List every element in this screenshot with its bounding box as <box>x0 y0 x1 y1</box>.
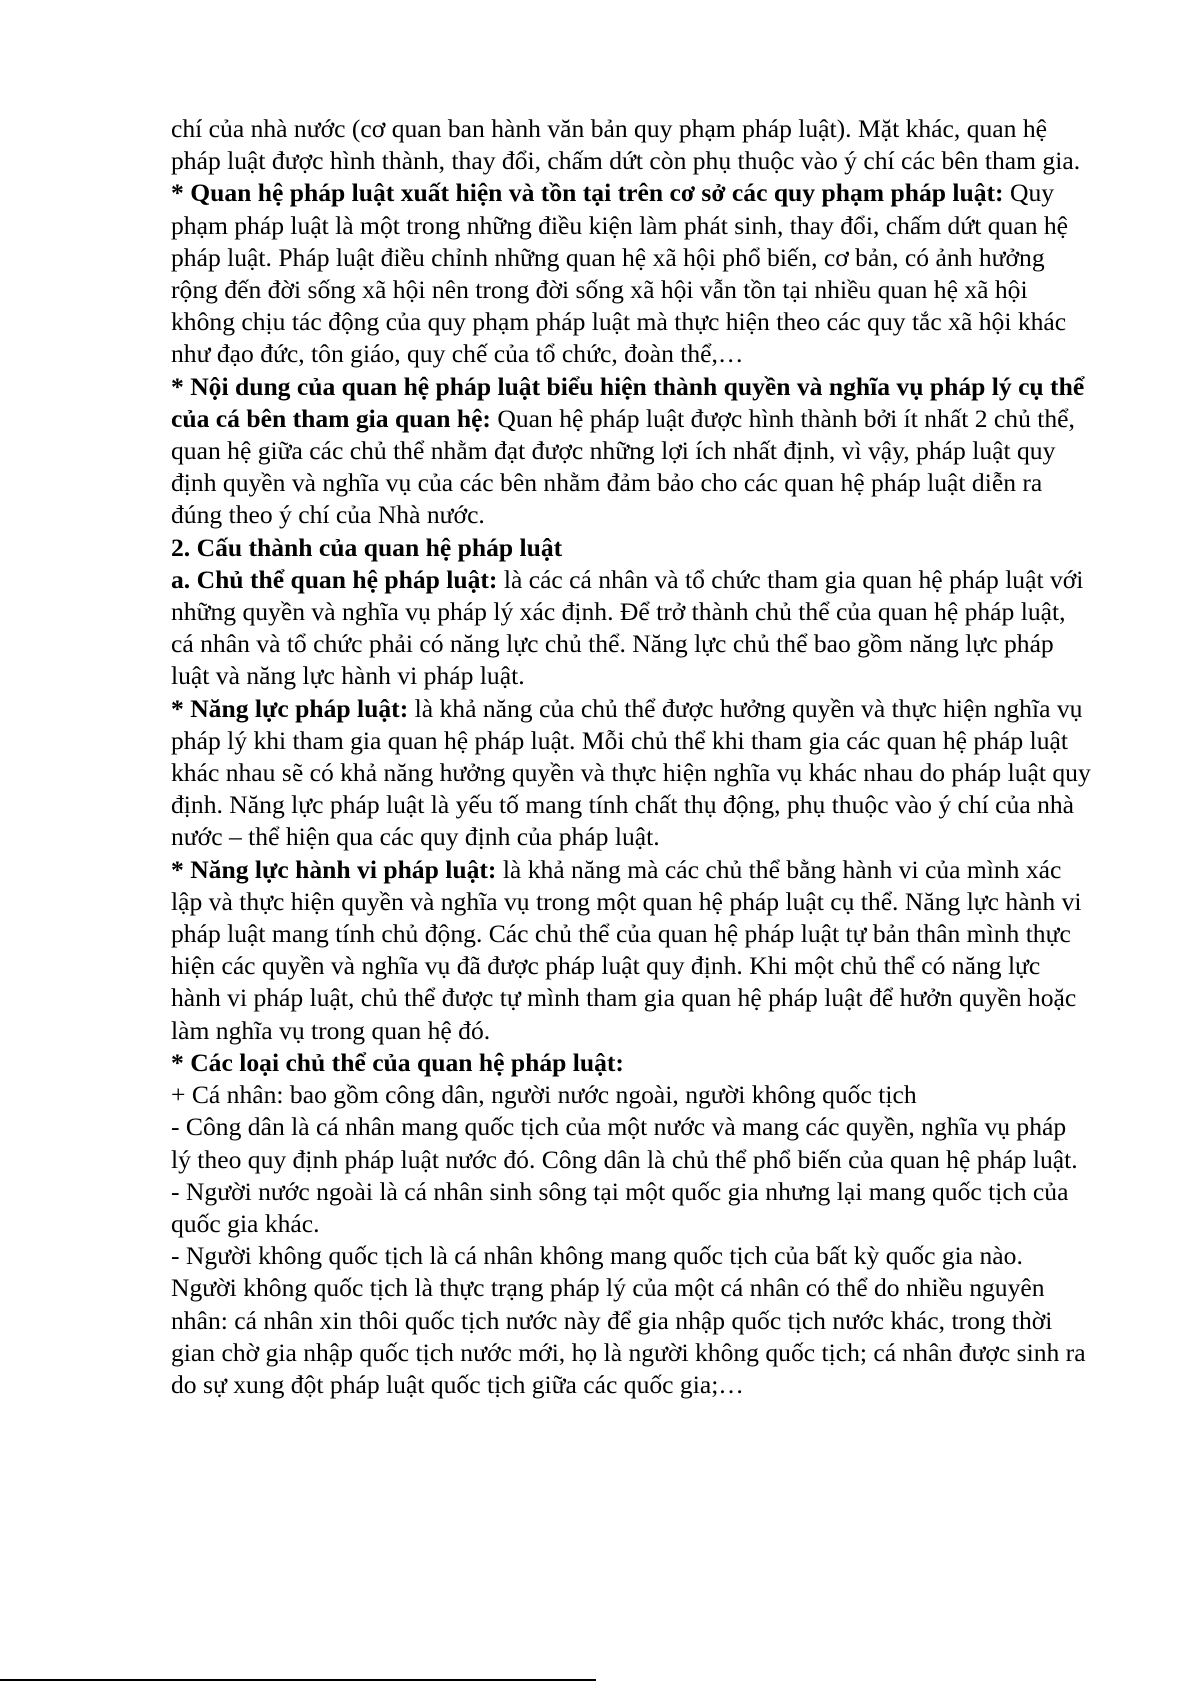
paragraph-2 <box>171 177 1091 370</box>
paragraph-3 <box>171 371 1091 532</box>
list-item <box>171 1111 1091 1175</box>
paragraph-1 <box>171 113 1091 177</box>
subsection-heading <box>171 1047 1091 1079</box>
paragraph-5-lead: a. Chủ thể quan hệ pháp luật: <box>171 564 498 594</box>
list-item-text: - Người không quốc tịch là cá nhân không mang quốc tịch của bất kỳ quốc gia nào. Người không quốc tịch là thực trạng pháp lý của một cá nhân có thể do nhiều nguyên nhân: cá nhân xin thôi quốc tịch nước này để gia nhập quốc tịch nước khác, trong thời gian chờ gia nhập quốc tịch nước mới, họ là người không quốc tịch; cá nhân được sinh ra do sự xung đột pháp luật quốc tịch giữa các quốc gia;… <box>171 1241 1086 1399</box>
paragraph-6-lead: * Năng lực pháp luật: <box>171 693 409 723</box>
list-item-text: - Người nước ngoài là cá nhân sinh sông tại một quốc gia nhưng lại mang quốc tịch của quốc gia khác. <box>171 1176 1069 1238</box>
paragraph-7-text: là khả năng mà các chủ thể bằng hành vi của mình xác lập và thực hiện quyền và nghĩa vụ trong một quan hệ pháp luật cụ thể. Năng lực hành vi pháp luật mang tính chủ động. Các chủ thể của quan hệ pháp luật tự bản thân mình thực hiện các quyền và nghĩa vụ đã được pháp luật quy định. Khi một chủ thể có năng lực hành vi pháp luật, chủ thể được tự mình tham gia quan hệ pháp luật để hưởn quyền hoặc làm nghĩa vụ trong quan hệ đó. <box>171 854 1082 1045</box>
document-body <box>171 113 1091 1401</box>
paragraph-3-lead: * Nội dung của quan hệ pháp luật biểu hiện thành quyền và nghĩa vụ pháp lý cụ thể của cá bên tham gia quan hệ: <box>171 371 1085 433</box>
paragraph-6-text: là khả năng của chủ thể được hưởng quyền và thực hiện nghĩa vụ pháp lý khi tham gia quan hệ pháp luật. Mỗi chủ thể khi tham gia các quan hệ pháp luật khác nhau sẽ có khả năng hưởng quyền và thực hiện nghĩa vụ khác nhau do pháp luật quy định. Năng lực pháp luật là yếu tố mang tính chất thụ động, phụ thuộc vào ý chí của nhà nước – thể hiện qua các quy định của pháp luật. <box>171 693 1091 852</box>
paragraph-2-lead: * Quan hệ pháp luật xuất hiện và tồn tại trên cơ sở các quy phạm pháp luật: <box>171 178 1004 208</box>
paragraph-1-text: chí của nhà nước (cơ quan ban hành văn bản quy phạm pháp luật). Mặt khác, quan hệ pháp luật được hình thành, thay đổi, chấm dứt còn phụ thuộc vào ý chí các bên tham gia. <box>171 114 1081 176</box>
section-heading-text: 2. Cấu thành của quan hệ pháp luật <box>171 532 563 562</box>
paragraph-7 <box>171 854 1091 1047</box>
paragraph-7-lead: * Năng lực hành vi pháp luật: <box>171 854 497 884</box>
list-item <box>171 1079 1091 1111</box>
list-item-text: + Cá nhân: bao gồm công dân, người nước ngoài, người không quốc tịch <box>171 1080 917 1110</box>
paragraph-3-text: Quan hệ pháp luật được hình thành bởi ít nhất 2 chủ thể, quan hệ giữa các chủ thể nhằm đạt được những lợi ích nhất định, vì vậy, pháp luật quy định quyền và nghĩa vụ của các bên nhằm đảm bảo cho các quan hệ pháp luật diễn ra đúng theo ý chí của Nhà nước. <box>171 403 1075 530</box>
list-item <box>171 1240 1091 1401</box>
footer-divider <box>0 1679 596 1681</box>
paragraph-5-text: là các cá nhân và tổ chức tham gia quan hệ pháp luật với những quyền và nghĩa vụ pháp lý xác định. Để trở thành chủ thể của quan hệ pháp luật, cá nhân và tổ chức phải có năng lực chủ thể. Năng lực chủ thể bao gồm năng lực pháp luật và năng lực hành vi pháp luật. <box>171 564 1084 691</box>
paragraph-5 <box>171 564 1091 693</box>
subsection-heading-text: * Các loại chủ thể của quan hệ pháp luật: <box>171 1047 624 1077</box>
list-item-text: - Công dân là cá nhân mang quốc tịch của một nước và mang các quyền, nghĩa vụ pháp lý theo quy định pháp luật nước đó. Công dân là chủ thể phổ biến của quan hệ pháp luật. <box>171 1112 1078 1174</box>
paragraph-6 <box>171 693 1091 854</box>
list-item <box>171 1176 1091 1240</box>
paragraph-2-text: Quy phạm pháp luật là một trong những điều kiện làm phát sinh, thay đổi, chấm dứt quan hệ pháp luật. Pháp luật điều chỉnh những quan hệ xã hội phổ biến, cơ bản, có ảnh hưởng rộng đến đời sống xã hội nên trong đời sống xã hội vẫn tồn tại nhiều quan hệ xã hội không chịu tác động của quy phạm pháp luật mà thực hiện theo các quy tắc xã hội khác như đạo đức, tôn giáo, quy chế của tổ chức, đoàn thể,… <box>171 178 1069 369</box>
section-heading <box>171 532 1091 564</box>
